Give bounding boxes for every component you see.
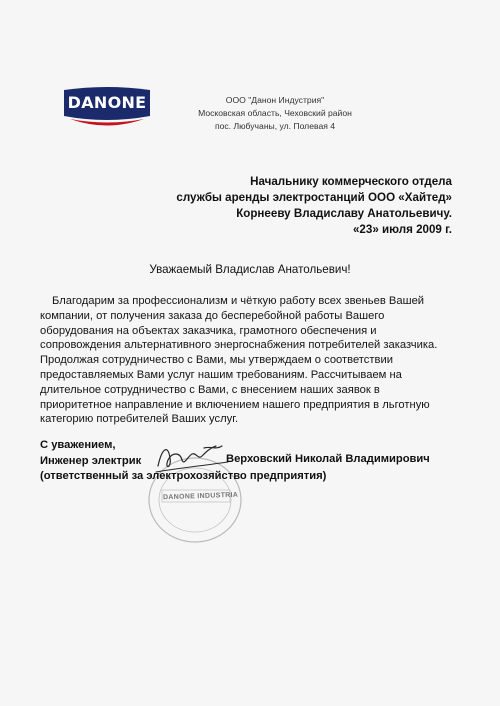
body-line: компании, от получения заказа до бесперебойной работы Вашего [40,309,385,322]
company-info [190,94,360,133]
addressee-block [176,174,452,238]
addressee-line1: Начальнику коммерческого отдела [250,175,452,188]
company-address-line2: пос. Любучаны, ул. Полевая 4 [214,121,336,131]
danone-logo [60,86,154,130]
letter-date: «23» июля 2009 г. [352,223,452,236]
addressee-line2: службы аренды электростанций ООО «Хайтед» [176,191,452,204]
company-address-line1: Московская область, Чеховский район [198,108,352,118]
company-name: ООО "Данон Индустрия" [225,95,325,105]
body-line: Благодарим за профессионализм и чёткую работу всех звеньев Вашей [52,295,425,307]
body-line: сопровождения альтернативного энергоснабжения потребителей заказчика. [40,339,438,352]
logo-text: DANONE [67,93,147,112]
letter-body [40,294,460,427]
body-line: Продолжая сотрудничество с Вами, мы утверждаем о соответствии [40,354,393,367]
body-line: приоритетное направление и включением нашего предприятия в льготную [40,398,430,411]
body-line: длительное сотрудничество с Вами, с внесением наших заявок в [40,383,380,396]
greeting: Уважаемый Владислав Анатольевич! [149,263,351,276]
signer-position: Инженер электрик [40,454,142,467]
closing-regards: С уважением, [40,439,116,451]
stamp-text: DANONE INDUSTRIA [162,491,239,502]
body-line: предоставляемых Вами услуг нашим требованиям. Рассчитываем на [40,368,402,381]
body-line: оборудования на объектах заказчика, грамотного обеспечения и [40,324,377,337]
body-line: категорию потребителей Ваших услуг. [40,413,239,426]
signer-name: Верховский Николай Владимирович [226,453,430,465]
signer-responsibility: (ответственный за электрохозяйство предприятия) [40,470,327,482]
addressee-line3: Корнееву Владиславу Анатольевичу. [236,207,452,220]
